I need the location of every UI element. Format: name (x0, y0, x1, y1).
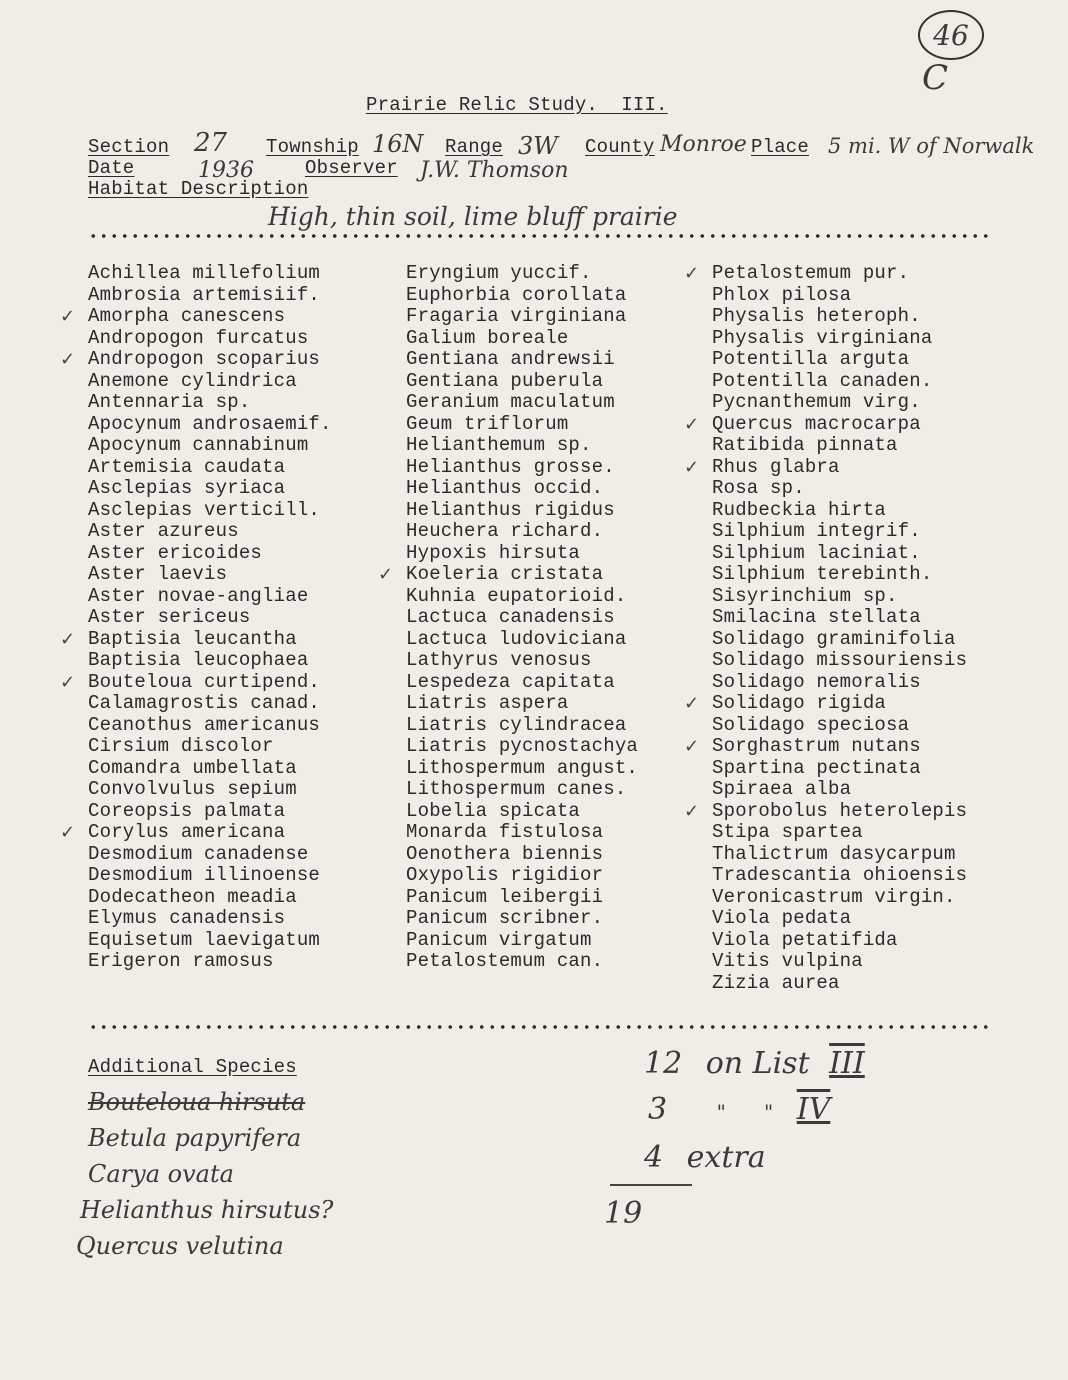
species-name: Potentilla canaden. (712, 369, 933, 392)
species-name: Pycnanthemum virg. (712, 391, 921, 413)
species-item (88, 693, 332, 715)
species-item (88, 887, 332, 909)
page-letter: C (922, 58, 949, 98)
tally-total: 19 (604, 1196, 643, 1231)
species-item (88, 607, 332, 629)
tally-row-3-count: 4 (644, 1140, 664, 1175)
species-item (88, 285, 332, 307)
species-name: Ambrosia artemisiif. (88, 283, 321, 306)
species-name: Equisetum laevigatum (88, 928, 321, 951)
tally-sum-line (610, 1184, 692, 1186)
species-name: Geum triflorum (406, 412, 569, 435)
species-item (60, 821, 332, 844)
habitat-label: Habitat Description (88, 178, 309, 200)
species-item (406, 285, 638, 307)
species-name: Kuhnia eupatorioid. (406, 584, 627, 607)
species-name: Solidago missouriensis (712, 649, 968, 671)
species-item (88, 328, 332, 350)
species-item (406, 543, 638, 565)
tally-row-1 (644, 1046, 865, 1081)
species-item (406, 371, 638, 393)
page-number-circle (918, 10, 984, 60)
species-item (88, 951, 332, 973)
species-name: Physalis heteroph. (712, 305, 921, 327)
species-name: Zizia aurea (712, 971, 840, 994)
habitat-value: High, thin soil, lime bluff prairie (268, 202, 678, 231)
species-name: Panicum scribner. (406, 907, 604, 929)
species-name: Petalostemum pur. (712, 262, 910, 284)
species-name: Euphorbia corollata (406, 283, 627, 306)
species-name: Baptisia leucantha (88, 627, 297, 650)
species-name: Koeleria cristata (406, 563, 604, 585)
species-item (712, 371, 967, 393)
species-item (88, 457, 332, 479)
species-item (712, 500, 967, 522)
tally-row-3 (644, 1140, 766, 1175)
species-name: Sisyrinchium sp. (712, 584, 898, 607)
tally-row-2-ditto: " " (716, 1100, 774, 1124)
species-item (88, 801, 332, 823)
species-name: Lobelia spicata (406, 799, 581, 822)
species-name: Desmodium illinoense (88, 864, 321, 886)
species-name: Stipa spartea (712, 821, 863, 843)
species-name: Helianthus rigidus (406, 498, 615, 521)
township-label: Township (266, 136, 359, 158)
species-name: Lathyrus venosus (406, 649, 592, 671)
species-item (406, 392, 638, 414)
species-item (88, 844, 332, 866)
species-name: Eryngium yuccif. (406, 262, 592, 284)
check-mark-icon: ✓ (60, 306, 76, 327)
species-name: Antennaria sp. (88, 391, 251, 413)
species-column-2 (378, 262, 639, 973)
species-item (406, 650, 638, 672)
species-item (406, 779, 638, 801)
date-label: Date (88, 157, 135, 179)
species-name: Asclepias syriaca (88, 477, 286, 499)
species-name: Heuchera richard. (406, 520, 604, 542)
additional-species-item: Helianthus hirsutus? (80, 1196, 334, 1224)
species-item (378, 563, 638, 586)
species-item (406, 435, 638, 457)
species-item (712, 435, 967, 457)
observer-value: J.W. Thomson (420, 158, 569, 183)
species-item (684, 412, 967, 436)
species-item (406, 736, 638, 758)
species-name: Helianthemum sp. (406, 434, 592, 456)
range-label: Range (445, 136, 504, 158)
species-item (88, 650, 332, 672)
species-name: Physalis virginiana (712, 326, 933, 349)
species-item (712, 779, 967, 801)
species-name: Veronicastrum virgin. (712, 885, 956, 908)
species-item (88, 414, 332, 436)
species-item (406, 414, 638, 436)
species-item (406, 887, 638, 909)
species-item (712, 951, 967, 973)
dotted-separator-top (88, 233, 993, 239)
check-mark-icon: ✓ (60, 671, 76, 693)
species-item (712, 543, 967, 565)
species-name: Lithospermum angust. (406, 756, 639, 779)
species-name: Anemone cylindrica (88, 369, 297, 392)
species-item (88, 543, 332, 565)
additional-species-item: Carya ovata (88, 1160, 234, 1188)
tally-row-1-list: III (829, 1046, 865, 1081)
species-name: Aster laevis (88, 563, 228, 585)
species-item (406, 822, 638, 844)
species-item (712, 285, 967, 307)
species-item (712, 715, 967, 737)
species-name: Oxypolis rigidior (406, 864, 604, 886)
species-item (712, 930, 967, 952)
species-item (60, 348, 332, 371)
species-item (406, 328, 638, 350)
species-item (88, 478, 332, 500)
species-item (406, 865, 638, 887)
species-name: Solidago graminifolia (712, 627, 956, 650)
species-item (406, 500, 638, 522)
species-item (712, 908, 967, 930)
place-label: Place (751, 136, 810, 158)
species-item (60, 670, 332, 694)
species-item (684, 799, 968, 823)
species-item (406, 349, 638, 371)
species-name: Liatris pycnostachya (406, 735, 639, 757)
species-name: Silphium terebinth. (712, 563, 933, 585)
check-mark-icon: ✓ (684, 456, 700, 478)
species-name: Potentilla arguta (712, 348, 910, 370)
species-name: Lespedeza capitata (406, 670, 615, 693)
species-item (712, 607, 967, 629)
species-item (406, 586, 638, 608)
species-name: Andropogon scoparius (88, 348, 321, 370)
species-name: Tradescantia ohioensis (712, 864, 968, 886)
species-column-3 (684, 262, 968, 994)
species-name: Sorghastrum nutans (712, 735, 921, 757)
species-name: Artemisia caudata (88, 455, 286, 478)
species-name: Galium boreale (406, 326, 569, 349)
date-value: 1936 (198, 158, 254, 183)
species-item (712, 306, 967, 328)
species-name: Aster azureus (88, 520, 239, 542)
section-label: Section (88, 136, 170, 158)
species-item (712, 521, 967, 543)
species-item (712, 349, 967, 371)
tally-row-2-list: IV (796, 1092, 831, 1127)
species-item (712, 478, 967, 500)
species-name: Geranium maculatum (406, 391, 615, 413)
species-name: Dodecatheon meadia (88, 885, 297, 908)
species-name: Aster ericoides (88, 541, 263, 564)
species-name: Silphium integrif. (712, 520, 921, 542)
place-value: 5 mi. W of Norwalk (828, 134, 1035, 158)
species-column-1 (60, 262, 332, 973)
check-mark-icon: ✓ (684, 800, 700, 822)
check-mark-icon: ✓ (684, 736, 700, 757)
species-name: Cirsium discolor (88, 735, 274, 757)
species-name: Ceanothus americanus (88, 713, 321, 736)
check-mark-icon: ✓ (60, 349, 76, 370)
dotted-separator-bottom (88, 1024, 993, 1030)
species-name: Aster novae-angliae (88, 584, 309, 607)
range-value: 3W (518, 132, 558, 160)
species-name: Petalostemum can. (406, 950, 604, 972)
species-name: Sporobolus heterolepis (712, 799, 968, 822)
species-item (88, 435, 332, 457)
species-item (712, 973, 967, 995)
species-item (684, 455, 967, 479)
species-name: Rosa sp. (712, 477, 805, 499)
check-mark-icon: ✓ (684, 413, 700, 435)
species-name: Rudbeckia hirta (712, 498, 887, 521)
species-name: Quercus macrocarpa (712, 412, 921, 435)
species-name: Gentiana andrewsii (406, 348, 615, 370)
tally-row-1-text: on List (705, 1046, 810, 1081)
township-value: 16N (372, 130, 424, 158)
species-item (88, 908, 332, 930)
species-item (406, 306, 638, 328)
page-title: Prairie Relic Study. III. (366, 94, 668, 116)
species-name: Thalictrum dasycarpum (712, 842, 956, 865)
species-name: Apocynum cannabinum (88, 434, 309, 456)
observer-label: Observer (305, 157, 398, 179)
page-number: 46 (933, 18, 969, 52)
species-item (712, 865, 967, 887)
species-item (406, 263, 638, 285)
species-name: Viola pedata (712, 907, 852, 929)
species-item (88, 758, 332, 780)
species-name: Coreopsis palmata (88, 799, 286, 822)
species-name: Phlox pilosa (712, 283, 852, 306)
check-mark-icon: ✓ (60, 628, 76, 650)
species-item (712, 328, 967, 350)
species-name: Achillea millefolium (88, 262, 321, 284)
additional-species-item: Quercus velutina (76, 1232, 284, 1260)
county-label: County (585, 136, 655, 158)
species-item (406, 607, 638, 629)
species-item (712, 844, 967, 866)
species-item (88, 500, 332, 522)
additional-species-item: Betula papyrifera (88, 1124, 302, 1152)
species-item (60, 627, 332, 651)
county-value: Monroe (660, 132, 747, 157)
species-item (712, 392, 967, 414)
species-name: Erigeron ramosus (88, 950, 274, 972)
species-name: Calamagrostis canad. (88, 692, 321, 714)
species-item (406, 801, 638, 823)
species-item (406, 478, 638, 500)
check-mark-icon: ✓ (684, 693, 700, 714)
species-name: Rhus glabra (712, 455, 840, 478)
species-name: Monarda fistulosa (406, 821, 604, 843)
species-item (684, 692, 967, 715)
section-value: 27 (194, 128, 228, 158)
species-name: Convolvulus sepium (88, 778, 297, 800)
species-name: Solidago nemoralis (712, 670, 921, 693)
species-name: Lactuca canadensis (406, 606, 615, 628)
species-item (684, 262, 967, 285)
species-item (88, 736, 332, 758)
species-name: Corylus americana (88, 821, 286, 843)
species-item (88, 564, 332, 586)
tally-row-1-count: 12 (644, 1046, 683, 1081)
species-item (88, 930, 332, 952)
species-item (88, 865, 332, 887)
species-name: Lithospermum canes. (406, 778, 627, 800)
species-item (712, 887, 967, 909)
species-item (406, 930, 638, 952)
species-item (406, 629, 638, 651)
tally-row-3-text: extra (686, 1140, 766, 1175)
species-item (406, 521, 638, 543)
species-name: Spartina pectinata (712, 756, 921, 779)
species-name: Fragaria virginiana (406, 305, 627, 327)
species-name: Helianthus occid. (406, 477, 604, 499)
species-name: Smilacina stellata (712, 606, 921, 628)
species-name: Lactuca ludoviciana (406, 627, 627, 650)
species-item (60, 305, 332, 328)
species-item (88, 715, 332, 737)
species-item (712, 586, 967, 608)
additional-species-label: Additional Species (88, 1056, 297, 1078)
check-mark-icon: ✓ (684, 263, 700, 284)
species-name: Silphium laciniat. (712, 541, 921, 564)
species-name: Oenothera biennis (406, 842, 604, 865)
species-item (406, 844, 638, 866)
species-name: Andropogon furcatus (88, 326, 309, 349)
species-item (88, 371, 332, 393)
species-item (406, 693, 638, 715)
species-item (88, 392, 332, 414)
species-name: Bouteloua curtipend. (88, 670, 321, 693)
species-name: Aster sericeus (88, 606, 251, 628)
species-name: Spiraea alba (712, 778, 852, 800)
species-name: Desmodium canadense (88, 842, 309, 865)
tally-row-2-count: 3 (648, 1092, 668, 1127)
species-name: Liatris aspera (406, 692, 569, 714)
species-item (88, 779, 332, 801)
species-item (712, 758, 967, 780)
species-name: Panicum virgatum (406, 928, 592, 951)
species-name: Comandra umbellata (88, 756, 297, 779)
species-item (406, 758, 638, 780)
species-item (406, 951, 638, 973)
species-item (406, 672, 638, 694)
species-name: Panicum leibergii (406, 885, 604, 908)
species-name: Vitis vulpina (712, 950, 863, 972)
species-item (406, 908, 638, 930)
species-name: Asclepias verticill. (88, 498, 321, 521)
species-name: Ratibida pinnata (712, 434, 898, 456)
species-name: Elymus canadensis (88, 907, 286, 929)
species-item (712, 564, 967, 586)
check-mark-icon: ✓ (378, 564, 394, 585)
species-item (712, 650, 967, 672)
species-item (88, 263, 332, 285)
species-name: Helianthus grosse. (406, 455, 615, 478)
species-item (88, 586, 332, 608)
species-item (712, 822, 967, 844)
species-item (712, 629, 967, 651)
species-name: Gentiana puberula (406, 369, 604, 392)
species-name: Hypoxis hirsuta (406, 541, 581, 564)
tally-row-2 (648, 1092, 830, 1127)
species-item (684, 735, 967, 758)
additional-species-item: Bouteloua hirsuta (88, 1088, 306, 1116)
species-item (88, 521, 332, 543)
species-item (712, 672, 967, 694)
species-name: Viola petatifida (712, 928, 898, 951)
species-name: Baptisia leucophaea (88, 649, 309, 671)
species-name: Solidago speciosa (712, 713, 910, 736)
species-item (406, 457, 638, 479)
species-name: Amorpha canescens (88, 305, 286, 327)
species-name: Apocynum androsaemif. (88, 412, 332, 435)
species-name: Solidago rigida (712, 692, 887, 714)
check-mark-icon: ✓ (60, 822, 76, 843)
species-name: Liatris cylindracea (406, 713, 627, 736)
species-item (406, 715, 638, 737)
